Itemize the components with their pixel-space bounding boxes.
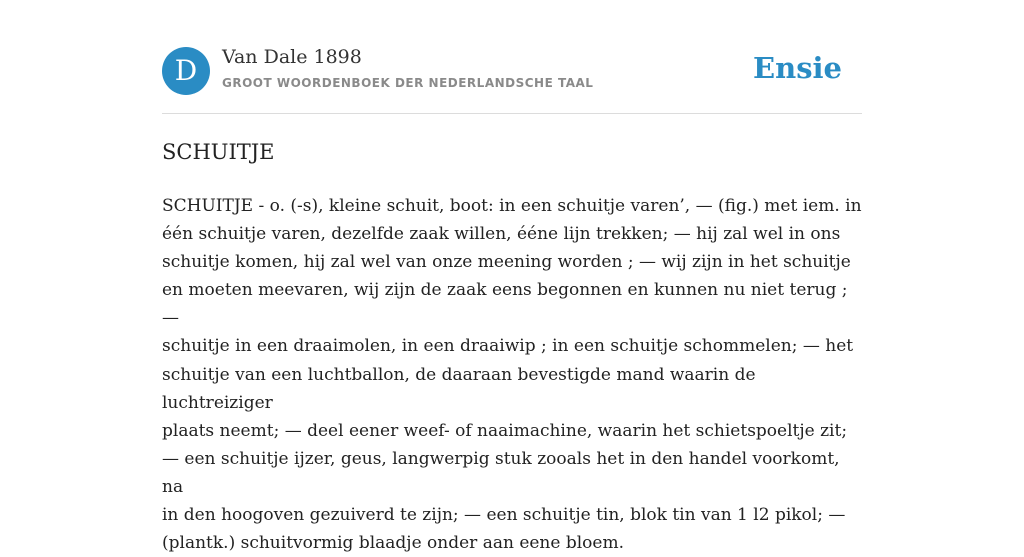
divider	[162, 113, 862, 114]
brand-logo[interactable]: Ensie	[753, 51, 842, 85]
source-logo: D	[162, 47, 210, 95]
source-title[interactable]: Van Dale 1898	[222, 46, 362, 68]
source-subtitle: GROOT WOORDENBOEK DER NEDERLANDSCHE TAAL	[222, 76, 594, 90]
header	[162, 46, 862, 96]
entry-card	[162, 46, 862, 554]
definition-text: SCHUITJE - o. (-s), kleine schuit, boot: in een schuitje varen’, — (fig.) met iem. in één schuitje varen, dezelfde zaak willen, ééne lijn trekken; — hij zal wel in ons schuitje komen, hij zal wel van onze meening worden ; — wij zijn in het schuitje en moeten meevaren, wij zijn de zaak eens begonnen en kunnen nu niet terug ; — schuitje in een draaimolen, in een draaiwip ; in een schuitje schommelen; — het schuitje van een luchtballon, de daaraan bevestigde mand waarin de luchtreiziger plaats neemt; — deel eener weef- of naaimachine, waarin het schietspoeltje zit; — een schuitje ijzer, geus, langwerpig stuk zooals het in den handel voorkomt, na in den hoogoven gezuiverd te zijn; — een schuitje tin, blok tin van 1 l2 pikol; — (plantk.) schuitvormig blaadje onder aan eene bloem.	[162, 196, 862, 554]
headword: SCHUITJE	[162, 140, 275, 164]
